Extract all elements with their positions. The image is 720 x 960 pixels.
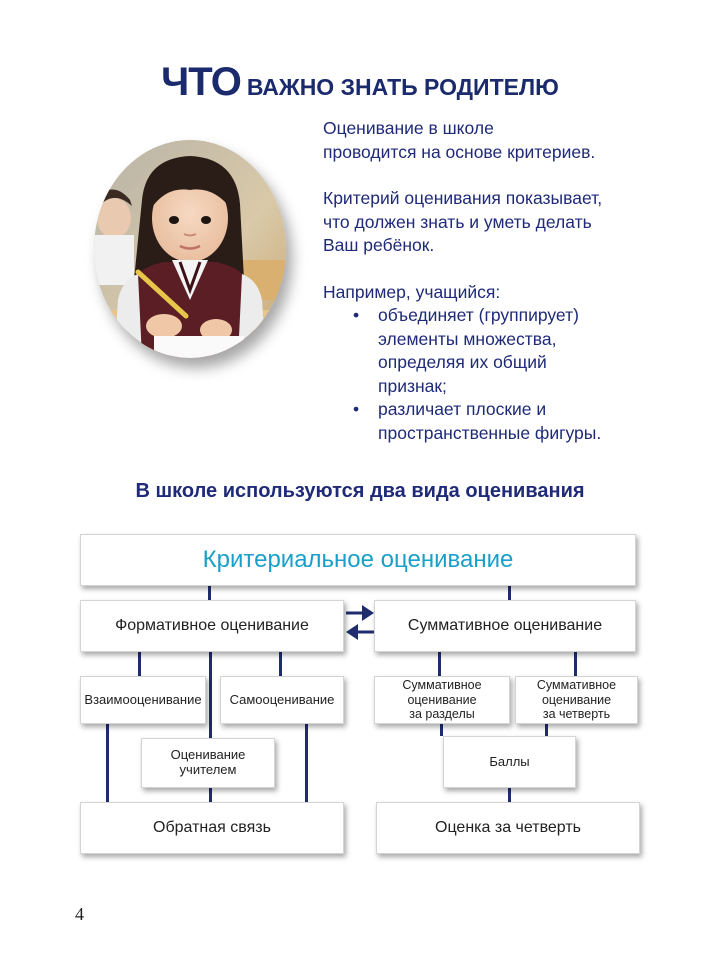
student-photo xyxy=(94,140,286,358)
intro-line: Оценивание в школе xyxy=(323,118,494,138)
list-item: • различает плоские и пространственные фигуры. xyxy=(323,398,703,445)
section-heading: В школе используются два вида оценивания xyxy=(135,480,585,502)
title-big: ЧТО xyxy=(161,60,241,104)
points-box: Баллы xyxy=(443,736,576,788)
intro-text xyxy=(323,117,703,445)
example-intro: Например, учащийся: xyxy=(323,281,501,302)
example-list xyxy=(323,304,703,445)
root-box xyxy=(80,534,636,586)
summative-box: Суммативное оценивание xyxy=(374,600,636,652)
peer-assessment-box: Взаимооценивание xyxy=(80,676,206,724)
page-title xyxy=(0,60,720,105)
intro-line: проводится на основе критериев. xyxy=(323,141,596,162)
title-rest: ВАЖНО ЗНАТЬ РОДИТЕЛЮ xyxy=(246,74,559,100)
summative-sections-box: Суммативное оценивание за разделы xyxy=(374,676,510,724)
quarter-grade-box: Оценка за четверть xyxy=(376,802,640,854)
formative-box: Формативное оценивание xyxy=(80,600,344,652)
page-number: 4 xyxy=(75,904,84,924)
teacher-assessment-box: Оценивание учителем xyxy=(141,738,275,788)
feedback-box: Обратная связь xyxy=(80,802,344,854)
girl-writing-illustration xyxy=(94,140,286,358)
intro-line: Ваш ребёнок. xyxy=(323,235,435,255)
list-item: • объединяет (группирует) элементы множества, определяя их общий признак; xyxy=(323,304,703,398)
root-label: Критериальное оценивание xyxy=(202,546,514,574)
intro-line: Критерий оценивания показывает, xyxy=(323,188,603,208)
intro-line: что должен знать и уметь делать xyxy=(323,211,592,232)
summative-quarter-box: Суммативное оценивание за четверть xyxy=(515,676,638,724)
self-assessment-box: Самооценивание xyxy=(220,676,344,724)
